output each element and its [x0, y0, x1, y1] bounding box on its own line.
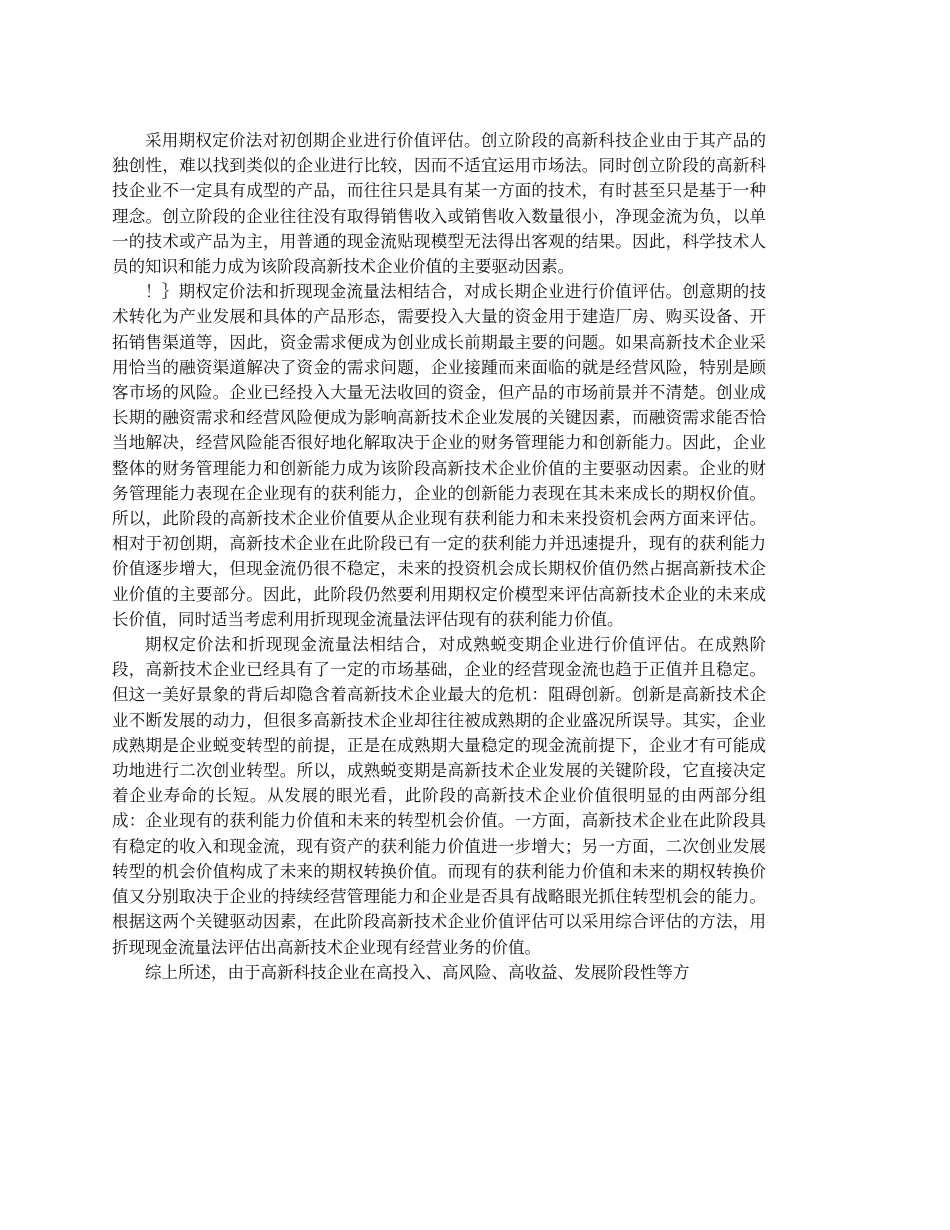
paragraph-text: 期权定价法和折现现金流量法相结合，对成熟蜕变期企业进行价值评估。在成熟阶段，高新技术企业已经具有了一定的市场基础，企业的经营现金流也趋于正值并且稳定。但这一美好景象的背后却隐含着高新技术企业最大的危机：阻碍创新。创新是高新技术企业不断发展的动力，但很多高新技术企业却往往被成熟期的企业盛况所误导。其实，企业成熟期是企业蜕变转型的前提，正是在成熟期大量稳定的现金流前提下，企业才有可能成功地进行二次创业转型。所以，成熟蜕变期是高新技术企业发展的关键阶段，它直接决定着企业寿命的长短。从发展的眼光看，此阶段的高新技术企业价值很明显的由两部分组成：企业现有的获利能力价值和未来的转型机会价值。一方面，高新技术企业在此阶段具有稳定的收入和现金流，现有资产的获利能力价值进一步增大；另一方面，二次创业发展转型的机会价值构成了未来的期权转换价值。而现有的获利能力价值和未来的期权转换价值又分别取决于企业的持续经营管理能力和企业是否具有战略眼光抓住转型机会的能力。根据这两个关键驱动因素，在此阶段高新技术企业价值评估可以采用综合评估的方法，用折现现金流量法评估出高新技术企业现有经营业务的价值。	[112, 635, 766, 957]
paragraph-growth-valuation	[112, 279, 766, 632]
paragraph-startup-valuation	[112, 128, 766, 279]
list-marker: ！｝	[145, 282, 179, 302]
paragraph-summary	[112, 960, 766, 985]
document-body	[112, 128, 766, 985]
paragraph-text: 期权定价法和折现现金流量法相结合，对成长期企业进行价值评估。创意期的技术转化为产业发展和具体的产品形态，需要投入大量的资金用于建造厂房、购买设备、开拓销售渠道等，因此，资金需求便成为创业成长前期最主要的问题。如果高新技术企业采用恰当的融资渠道解决了资金的需求问题，企业接踵而来面临的就是经营风险，特别是顾客市场的风险。企业已经投入大量无法收回的资金，但产品的市场前景并不清楚。创业成长期的融资需求和经营风险便成为影响高新技术企业发展的关键因素，而融资需求能否恰当地解决，经营风险能否很好地化解取决于企业的财务管理能力和创新能力。因此，企业整体的财务管理能力和创新能力成为该阶段高新技术企业价值的主要驱动因素。企业的财务管理能力表现在企业现有的获利能力，企业的创新能力表现在其未来成长的期权价值。所以，此阶段的高新技术企业价值要从企业现有获利能力和未来投资机会两方面来评估。相对于初创期，高新技术企业在此阶段已有一定的获利能力并迅速提升，现有的获利能力价值逐步增大，但现金流仍很不稳定，未来的投资机会成长期权价值仍然占据高新技术企业价值的主要部分。因此，此阶段仍然要利用期权定价模型来评估高新技术企业的未来成长价值，同时适当考虑利用折现现金流量法评估现有的获利能力价值。	[112, 282, 767, 629]
paragraph-text: 采用期权定价法对初创期企业进行价值评估。创立阶段的高新科技企业由于其产品的独创性，难以找到类似的企业进行比较，因而不适宜运用市场法。同时创立阶段的高新科技企业不一定具有成型的产品，而往往只是具有某一方面的技术，有时甚至只是基于一种理念。创立阶段的企业往往没有取得销售收入或销售收入数量很小，净现金流为负，以单一的技术或产品为主，用普通的现金流贴现模型无法得出客观的结果。因此，科学技术人员的知识和能力成为该阶段高新技术企业价值的主要驱动因素。	[112, 131, 766, 277]
paragraph-maturity-valuation	[112, 632, 766, 960]
paragraph-text: 综上所述，由于高新科技企业在高投入、高风险、高收益、发展阶段性等方	[145, 962, 690, 982]
